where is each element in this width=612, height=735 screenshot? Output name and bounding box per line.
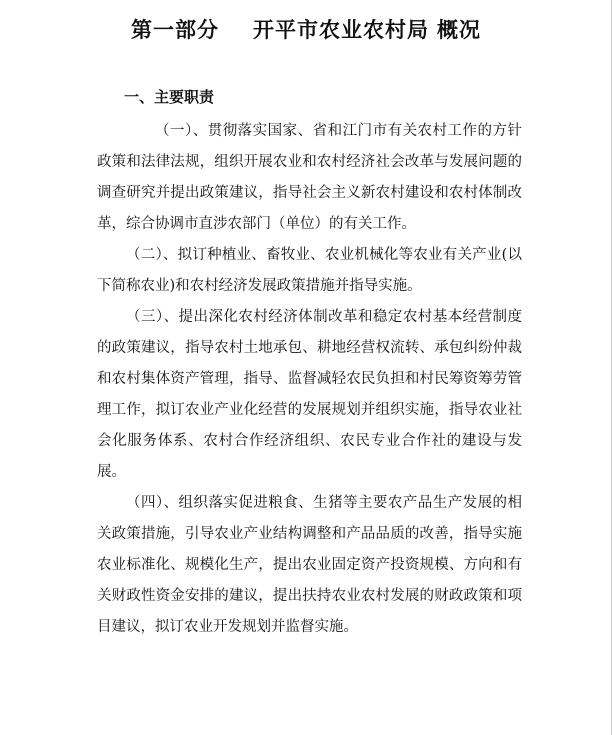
- duty-paragraph-2: （二）、拟订种植业、畜牧业、农业机械化等农业有关产业(以下简称农业)和农村经济发展政策措施并指导实施。: [97, 247, 522, 294]
- duties-body: [97, 116, 522, 643]
- duty-paragraph-1: （一）、贯彻落实国家、省和江门市有关农村工作的方针政策和法律法规，组织开展农业和农村经济社会改革与发展问题的调查研究并提出政策建议，指导社会主义新农村建设和农村体制改革，综合协调市直涉农部门（单位）的有关工作。: [97, 123, 522, 232]
- section-heading: 一、主要职责: [124, 88, 215, 106]
- duty-paragraph-3: （三）、提出深化农村经济体制改革和稳定农村基本经营制度的政策建议，指导农村土地承包、耕地经营权流转、承包纠纷仲裁和农村集体资产管理，指导、监督减轻农民负担和村民筹资筹劳管理工作，拟订农业产业化经营的发展规划并组织实施，指导农业社会化服务体系、农村合作经济组织、农民专业合作社的建设与发展。: [97, 309, 522, 480]
- duty-paragraph-4: （四）、组织落实促进粮食、生猪等主要农产品生产发展的相关政策措施，引导农业产业结构调整和产品品质的改善，指导实施农业标准化、规模化生产，提出农业固定资产投资规模、方向和有关财政性资金安排的建议，提出扶持农业农村发展的财政政策和项目建议，拟订农业开发规划并监督实施。: [97, 495, 522, 635]
- title-suffix: 概况: [437, 18, 481, 42]
- title-org: 开平市农业农村局: [253, 18, 429, 42]
- title-part: 第一部分: [131, 18, 219, 42]
- page-title: [0, 14, 612, 44]
